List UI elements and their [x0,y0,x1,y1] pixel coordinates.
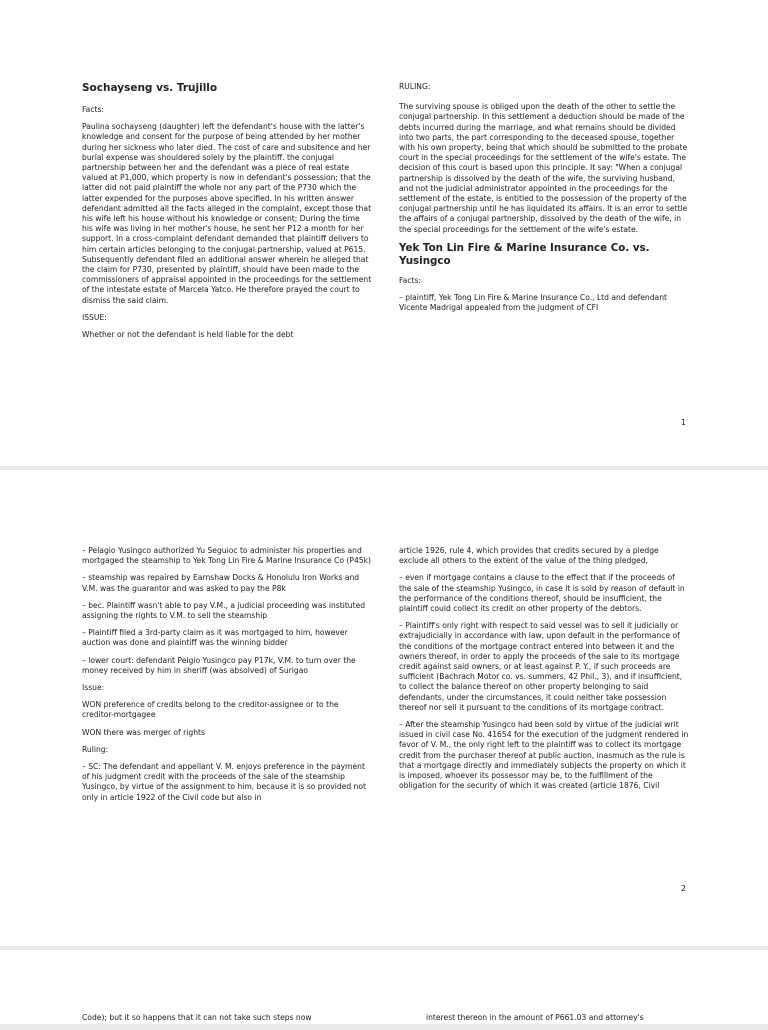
issue-paragraph: Whether or not the defendant is held liable for the debt [82,330,294,340]
facts-label-2: Facts: [399,275,421,285]
list-item: – steamship was repaired by Earnshaw Docks & Honolulu Iron Works and V.M. was the guarantor and was asked to pay the P8k [82,573,360,593]
issue-label: ISSUE: [82,312,107,322]
document-page-2 [0,470,768,946]
page3-left-column [82,1013,372,1030]
case-title-sochayseng: Sochayseng vs. Trujillo [82,82,218,94]
list-item: – Plaintiff filed a 3rd-party claim as it was mortgaged to him, however auction was done and plaintiff was the winning bidder [82,628,348,648]
page-number-1: 1 [680,418,686,427]
page-number-2: 2 [680,884,686,893]
list-item: – Plaintiff's only right with respect to said vessel was to sell it judicially or extrajudicially in accordance with law, upon default in the performance of the conditions of the mortgage contract entered into between it and the owners thereof, in order to apply the proceeds of the sale to its mortgage credit against said owners, or at least against P. Y., if such proceeds are sufficient (Bachrach Motor co. vs. summers, 42 Phil., 3), and if insufficient, to collect the balance thereof on other property belonging to said defendants, under the circumstances, it could neither take possession thereof nor sell it pursuant to the conditions of its mortgage contract. [399,621,683,712]
ruling-label-2: Ruling: [82,744,109,754]
list-item: – bec. Plaintiff wasn't able to pay V.M., a judicial proceeding was instituted assigning the rights to V.M. to sell the steamship [82,600,366,621]
list-item: – even if mortgage contains a clause to the effect that if the proceeds of the sale of the steamship Yusingco, in case it is sold by reason of default in the performance of the conditions thereof, should be insufficient, the plaintiff could collect its credit on other property of the debtors. [399,573,685,614]
page1-left-column [82,82,372,347]
paragraph-continuation: Code); but it so happens that it can not take such steps now [82,1013,312,1022]
facts-paragraph: Paulina sochayseng (daughter) left the defendant's house with the latter's knowledge and consent for the purpose of being attended by her mother during her sickness who later died. The cost of care and subsitence and her burial expense was shouldered solely by the plaintiff. the conjugal partnership between her and the defendant was a piece of real estate valued at P1,000, which property is now in defendant's possession; that the latter did not paid plaintiff the whole nor any part of the P730 which the latter expended for the purposes above specified. In his written answer defendant admitted all the facts alleged in the complaint, except those that his wife left his house without his knowledge or consent; During the time his wife was living in her mother's house, he sent her P12 a month for her support. In a cross-complaint defendant demanded that plaintiff delivers to him certain articles belonging to the conjugal partnership, valued at P615. Subsequently defendant filed an additional answer wherein he alleged that the claim for P730, presented by plaintiff, should have been made to the commissioners of appraisal appointed in the proceedings for the settlement of the intestate estate of Marcela Yatco. He therefore prayed the court to dismiss the said claim. [82,122,372,305]
issue-item: WON there was merger of rights [82,727,205,737]
list-item: – Pelagio Yusingco authorized Yu Seguioc to administer his properties and mortgaged the steamship to Yek Tong Lin Fire & Marine Insurance Co (P45k) [82,546,371,566]
ruling-paragraph: The surviving spouse is obliged upon the death of the other to settle the conjugal partnership. In this settlement a deduction should be made of the debts incurred during the marriage, and what remains should be divided into two parts, the part corresponding to the deceased spouse, together with his own property, being that which should be submitted to the probate court in the special proceedings for the settlement of the wife's estate. The decision of this court is based upon this principle. It say: "When a conjugal partnership is dissolved by the death of the wife, the surviving husband, and not the judicial administrator appointed in the proceedings for the settlement of the estate, is entitled to the possession of the property of the conjugal partnership until he has liquidated its affairs. It is an error to settle the affairs of a conjugal partnership, dissolved by the death of the wife, in the special proceedings for the settlement of the wife's estate. [399,102,688,234]
page1-right-column [399,82,689,320]
page2-left-column [82,546,372,810]
list-item: – After the steamship Yusingco had been sold by virtue of the judicial writ issued in civil case No. 41654 for the execution of the judgment rendered in favor of V. M., the only right left to the plaintiff was to collect its mortgage credit from the purchaser thereof at public auction, inasmuch as the rule is that a mortgage directly and immediately subjects the property on which it is imposed, whoever its possessor may be, to the fulfillment of the obligation for the security of which it was created (article 1876, Civil [399,720,689,791]
list-item: article 1926, rule 4, which provides that credits secured by a pledge exclude all others to the extent of the value of the thing pledged, [399,546,659,566]
facts-label: Facts: [82,105,104,114]
page3-right-column [426,1013,716,1030]
case-title-yek-tong-lin: Yek Ton Lin Fire & Marine Insurance Co. vs. Yusingco [399,241,650,267]
facts-paragraph-2: – plaintiff, Yek Tong Lin Fire & Marine Insurance Co., Ltd and defendant Vicente Madrigal appealed from the judgment of CFI [399,293,668,313]
paragraph-continuation: interest thereon in the amount of P661.03 and attorney's [426,1013,644,1022]
list-item: – lower court: defendant Pelgio Yusingco pay P17k, V.M. to turn over the money received by him in sheriff (was absolved) of Surigao [82,655,356,675]
ruling-label: RULING: [399,82,431,91]
ruling-paragraph-2: – SC: The defendant and appellant V. M. enjoys preference in the payment of his judgment credit with the proceeds of the sale of the steamship Yusingco, by virtue of the assignment to him, because it is so provided not only in article 1922 of the Civil code but also in [82,762,366,802]
document-page-3 [0,950,768,1024]
document-page-1 [0,0,768,466]
issue-label-2: Issue: [82,683,105,693]
issue-item: WON preference of credits belong to the creditor-assignee or to the creditor-mortgagee [82,700,339,720]
page2-right-column [399,546,689,798]
